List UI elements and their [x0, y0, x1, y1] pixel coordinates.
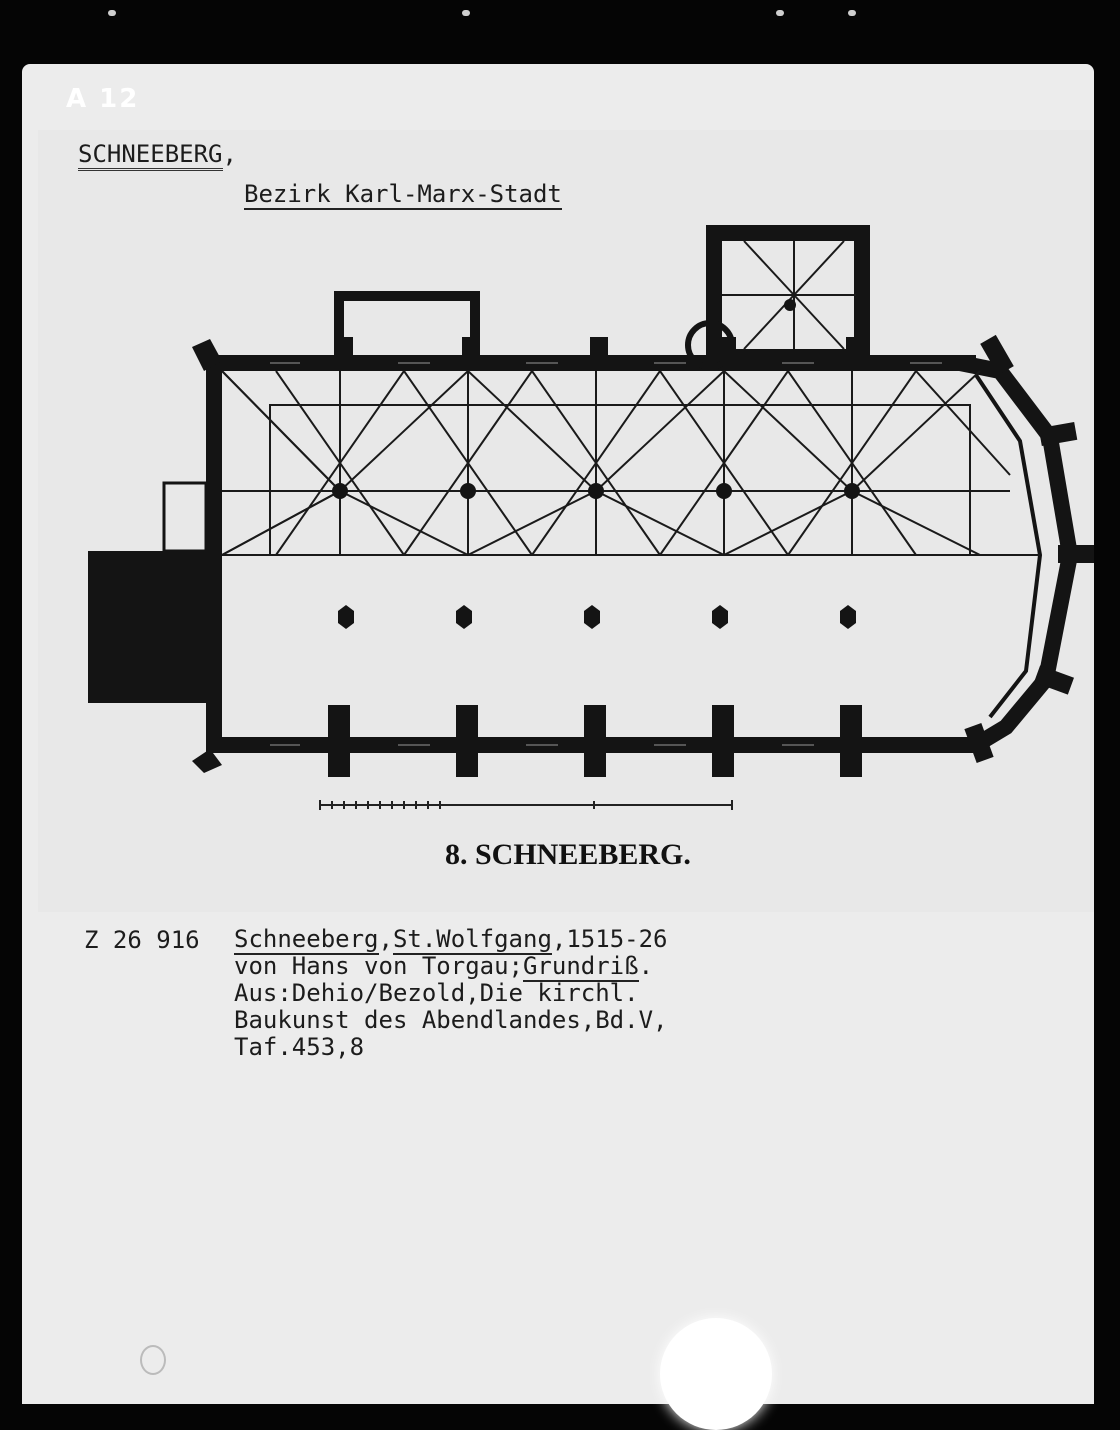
catalog-number: Z 26 916: [84, 926, 200, 954]
floor-plan-drawing: [80, 225, 1100, 825]
dust-speck: [140, 1345, 166, 1375]
catalog-dates: ,1515-26: [551, 925, 668, 953]
film-perforation: [108, 10, 116, 16]
catalog-line2-suffix: .: [638, 952, 654, 980]
pier: [456, 605, 472, 629]
film-perforation: [776, 10, 784, 16]
catalog-doc-type: Grundriß: [522, 952, 639, 980]
pier: [840, 605, 856, 629]
catalog-entry: Schneeberg,St.Wolfgang,1515-26 von Hans von Torgau;Grundriß. Aus:Dehio/Bezold,Die kirchl. Baukunst des Abendlandes,Bd.V, Taf.453,8: [234, 925, 668, 1061]
town-heading: [78, 140, 237, 168]
catalog-place: Schneeberg: [234, 925, 379, 953]
catalog-line3: Aus:Dehio/Bezold,Die kirchl.: [234, 979, 639, 1007]
film-perforation: [462, 10, 470, 16]
vault-ribs: [222, 241, 1040, 555]
district-name: Bezirk Karl-Marx-Stadt: [244, 180, 562, 208]
film-perforation: [848, 10, 856, 16]
catalog-line2-prefix: von Hans von Torgau;: [234, 952, 523, 980]
light-glare: [660, 1318, 772, 1430]
catalog-line4: Baukunst des Abendlandes,Bd.V,: [234, 1006, 668, 1034]
card-label: A 12: [66, 84, 140, 114]
pier: [712, 605, 728, 629]
district-heading: [244, 180, 562, 208]
catalog-line5: Taf.453,8: [234, 1033, 365, 1061]
town-suffix: ,: [222, 140, 237, 168]
scale-bar: [320, 800, 732, 810]
pier: [584, 605, 600, 629]
pier: [338, 605, 354, 629]
plate-title: 8. SCHNEEBERG.: [445, 838, 691, 871]
town-name: SCHNEEBERG: [78, 140, 223, 171]
catalog-church: St.Wolfgang: [392, 925, 552, 953]
